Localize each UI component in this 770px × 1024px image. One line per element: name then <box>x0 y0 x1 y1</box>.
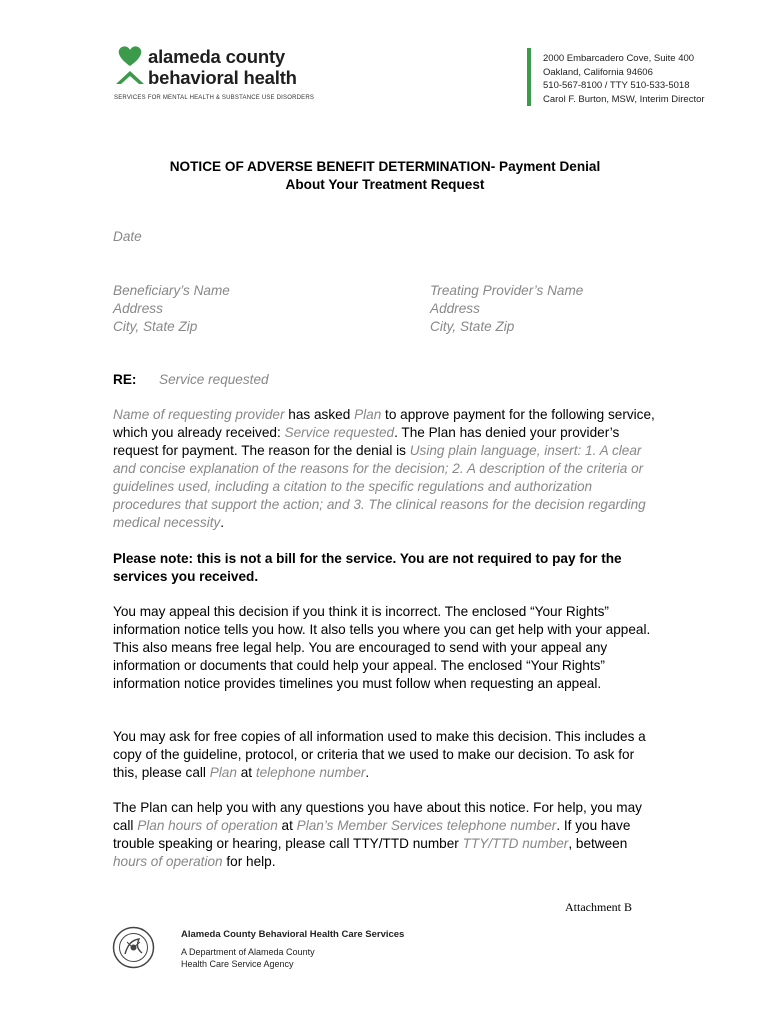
request-paragraph <box>113 406 661 532</box>
help-text-2: at <box>277 818 297 833</box>
request-text-3: . The Plan has denied your provider’s request for payment. The reason for the denial is <box>113 425 620 458</box>
help-text-1: The Plan can help you with any questions you have about this notice. For help, you may call <box>113 800 642 833</box>
address-line-phone: 510-567-8100 / TTY 510-533-5018 <box>543 80 690 92</box>
plan-placeholder: Plan <box>354 407 382 422</box>
appeal-paragraph: You may appeal this decision if you think it is incorrect. The enclosed “Your Rights” information notice tells you how. It also tells you where you can get help with your appeal. This also means free legal help. You are encouraged to send with your appeal any information or documents that could help your appeal. The enclosed “Your Rights” information notice provides timelines you must follow when requesting an appeal. <box>113 604 651 691</box>
re-service: Service requested <box>159 372 269 387</box>
beneficiary-address: Address <box>113 301 163 316</box>
copies-text-3: . <box>365 765 370 780</box>
copies-text-2: at <box>236 765 256 780</box>
requesting-provider-placeholder: Name of requesting provider <box>113 407 285 422</box>
re-line <box>113 371 269 389</box>
help-text-4: , between <box>568 836 628 851</box>
provider-address: Address <box>430 301 480 316</box>
logo-line-1: alameda county <box>148 46 286 67</box>
telephone-number-placeholder: telephone number <box>255 765 366 780</box>
beneficiary-name: Beneficiary’s Name <box>113 283 230 298</box>
denial-reason-placeholder: Using plain language, insert: 1. A clear and concise explanation of the reasons for the decision; 2. A description of the criteria or guidelines used, including a citation to the specific regulations and authorization procedures that support the action; and 3. The clinical reasons for the decision regarding medical necessity <box>113 443 646 530</box>
heart-logo-icon <box>114 44 146 88</box>
footer-org-name: Alameda County Behavioral Health Care Services <box>181 929 405 940</box>
request-text-4: . <box>220 515 225 530</box>
free-copies-paragraph <box>113 728 661 782</box>
re-label: RE: <box>113 372 137 387</box>
provider-address-block <box>430 282 583 336</box>
county-seal-icon <box>112 926 155 969</box>
service-requested-placeholder: Service requested <box>284 425 395 440</box>
footer-dept-line2: Health Care Service Agency <box>181 958 294 969</box>
notice-title-line2: About Your Treatment Request <box>285 177 485 192</box>
address-line-street: 2000 Embarcadero Cove, Suite 400 <box>543 53 695 64</box>
acbh-logo <box>114 44 329 104</box>
tty-number-placeholder: TTY/TTD number <box>462 836 569 851</box>
provider-city: City, State Zip <box>430 319 515 334</box>
not-a-bill-note: Please note: this is not a bill for the service. You are not required to pay for the services you received. <box>113 551 622 584</box>
header-divider <box>527 48 531 106</box>
logo-line-2: behavioral health <box>148 67 297 88</box>
beneficiary-city: City, State Zip <box>113 319 198 334</box>
hours-of-operation-placeholder: hours of operation <box>113 854 223 869</box>
copies-text-1: You may ask for free copies of all information used to make this decision. This includes a copy of the guideline, protocol, or criteria that we used to make our decision. To ask for this, please call <box>113 729 646 780</box>
address-block <box>543 52 705 106</box>
address-line-director: Carol F. Burton, MSW, Interim Director <box>543 93 705 105</box>
plan-placeholder: Plan <box>209 765 237 780</box>
notice-title-line1: NOTICE OF ADVERSE BENEFIT DETERMINATION- Payment Denial <box>169 159 601 174</box>
address-line-city: Oakland, California 94606 <box>543 66 653 78</box>
member-services-phone-placeholder: Plan’s Member Services telephone number <box>296 818 557 833</box>
request-text-2: to approve payment for the following service, which you already received: <box>113 407 655 440</box>
attachment-label: Attachment B <box>565 900 632 914</box>
footer-dept-line1: A Department of Alameda County <box>181 947 315 957</box>
help-text-5: for help. <box>222 854 276 869</box>
date-placeholder: Date <box>113 229 142 244</box>
notice-title <box>100 158 670 194</box>
footer-organization-block <box>181 928 404 970</box>
beneficiary-address-block <box>113 282 230 336</box>
plan-hours-placeholder: Plan hours of operation <box>137 818 278 833</box>
request-text-1: has asked <box>284 407 355 422</box>
provider-name: Treating Provider’s Name <box>430 283 584 298</box>
logo-tagline: SERVICES FOR MENTAL HEALTH & SUBSTANCE USE DISORDERS <box>114 95 315 101</box>
help-paragraph <box>113 799 661 871</box>
help-text-3: . If you have trouble speaking or hearing, please call TTY/TTD number <box>113 818 631 851</box>
